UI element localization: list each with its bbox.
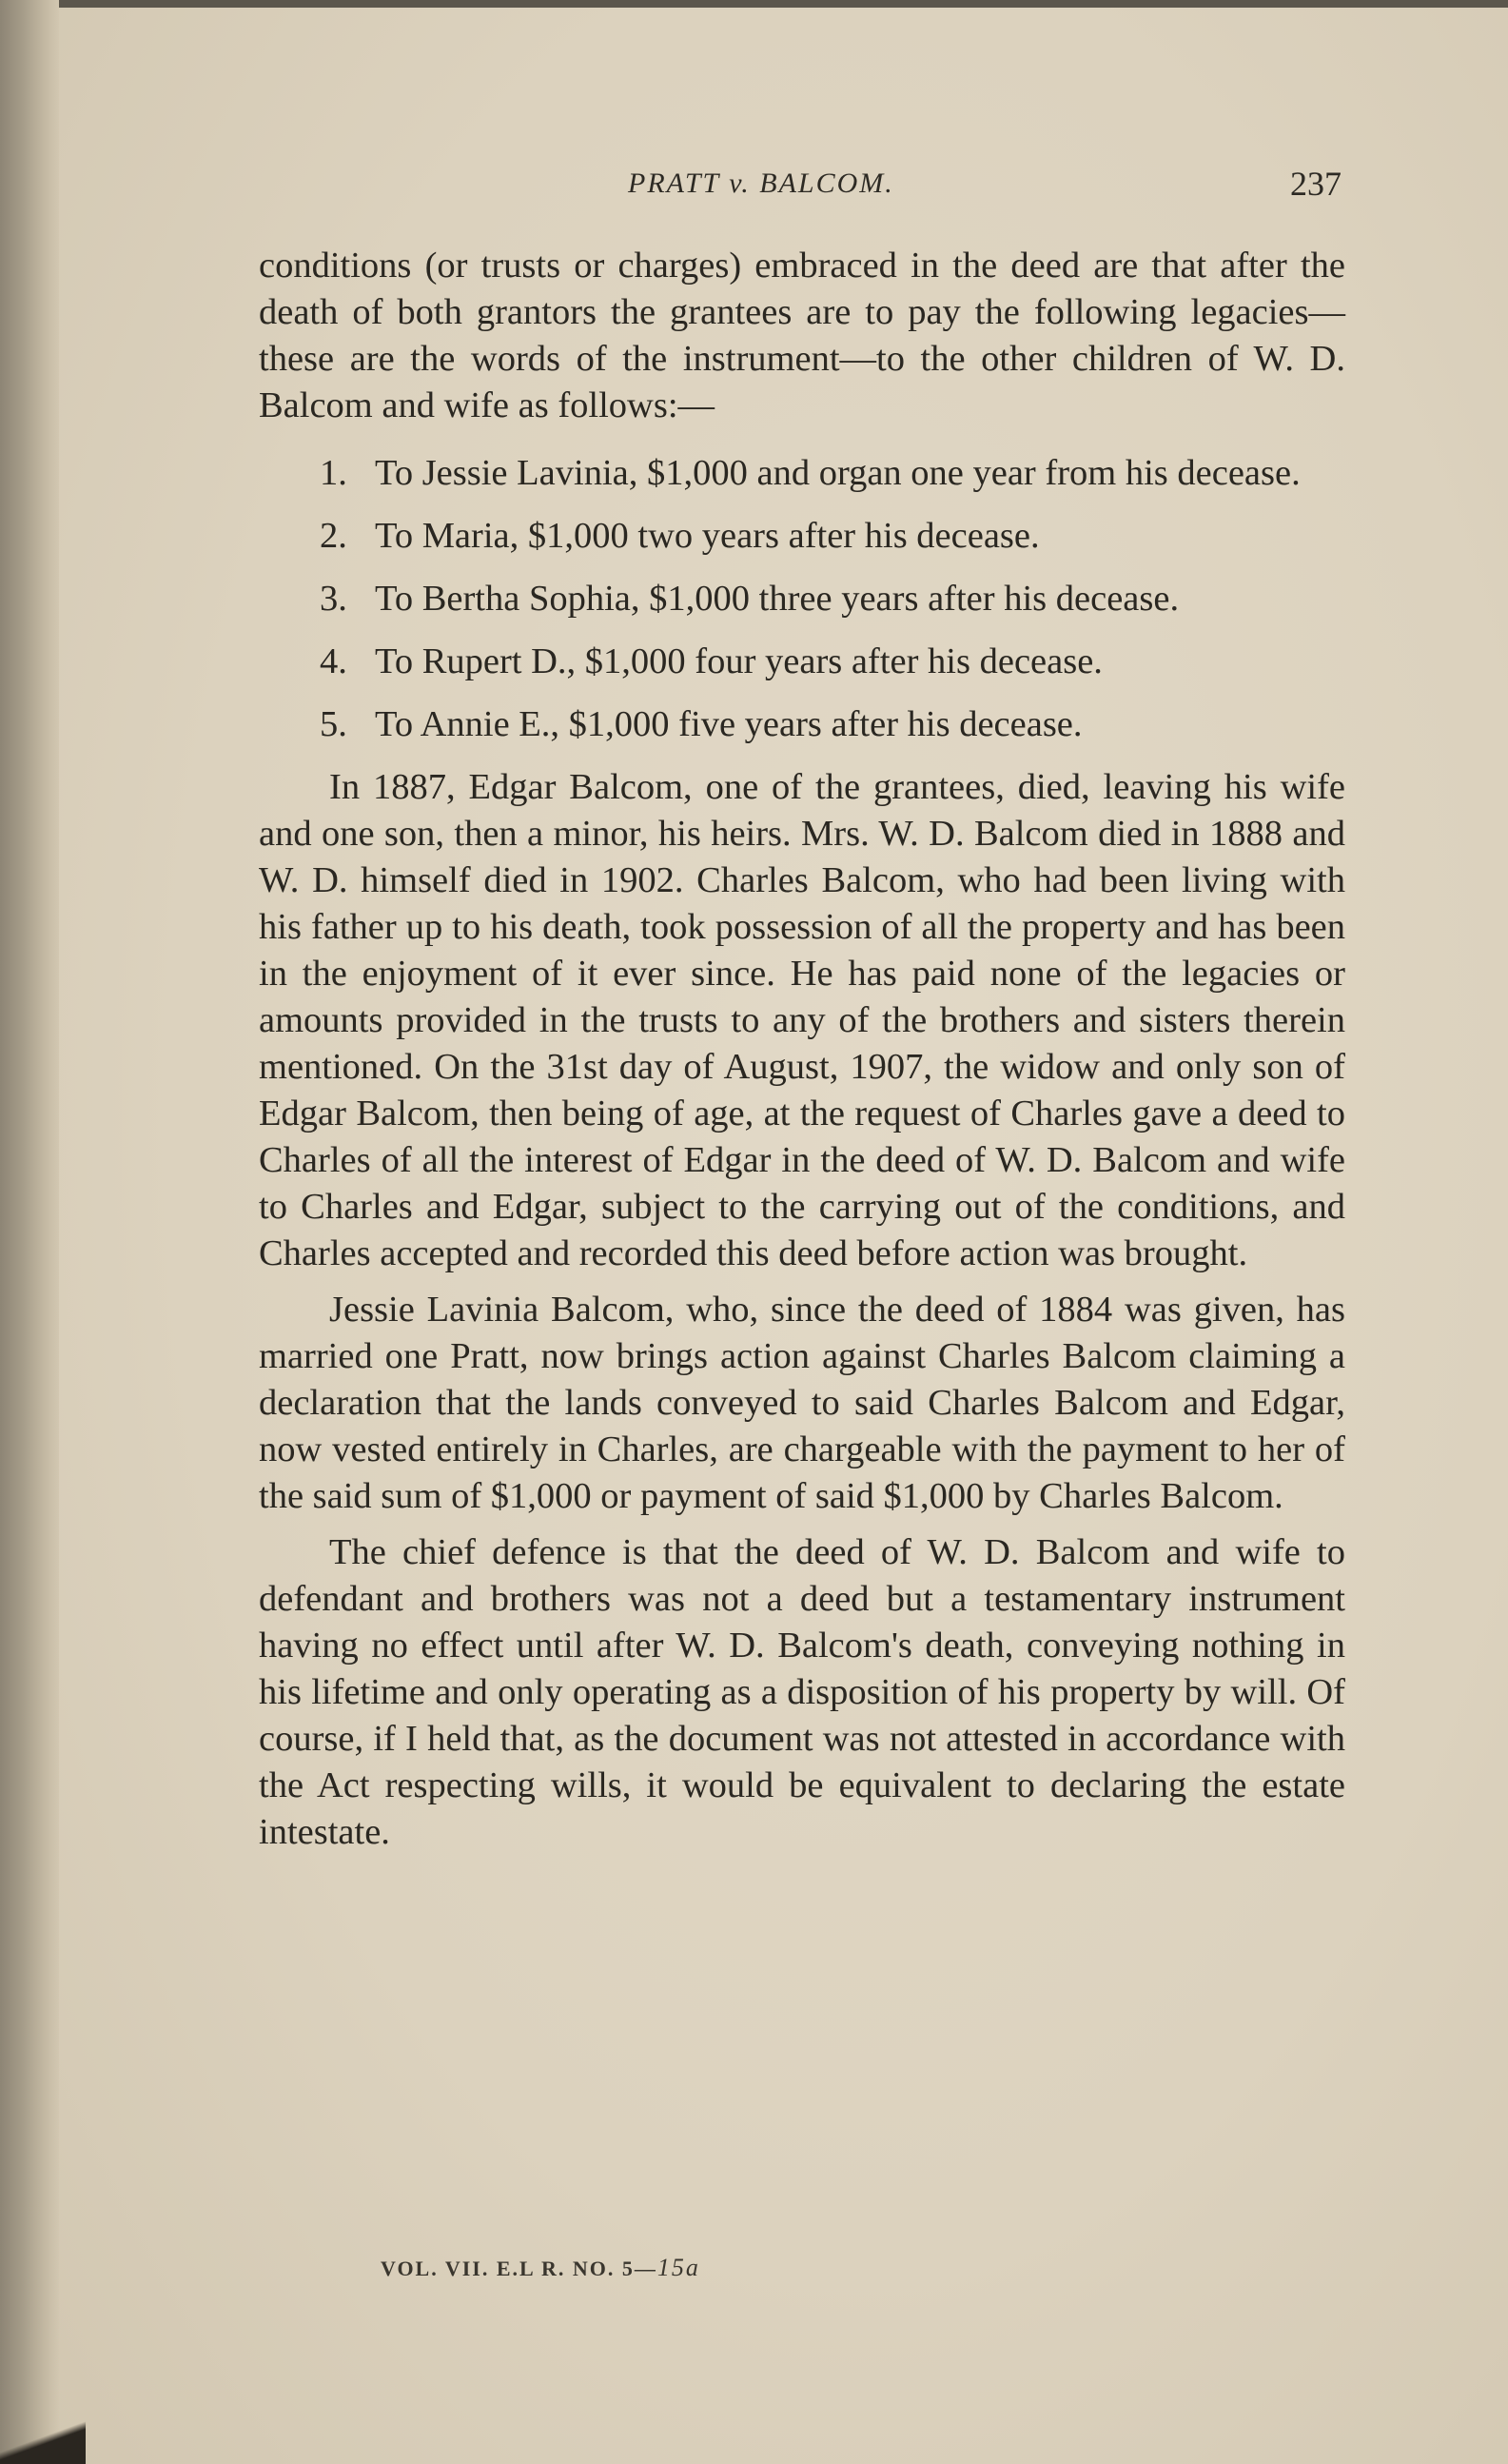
signature-text: VOL. VII. E.L R. NO. 5—: [381, 2257, 657, 2280]
legacy-number: 4.: [320, 641, 347, 681]
legacy-text: To Bertha Sophia, $1,000 three years after his decease.: [375, 579, 1180, 619]
book-binding-edge: [0, 0, 59, 2464]
scan-corner-shadow: [0, 2417, 86, 2464]
page-number: 237: [1290, 165, 1342, 203]
legacy-item: [259, 576, 1345, 622]
legacy-list: [259, 450, 1345, 748]
legacy-item: [259, 701, 1345, 748]
legacy-text: To Annie E., $1,000 five years after his decease.: [375, 704, 1083, 744]
body-paragraph: Jessie Lavinia Balcom, who, since the deed of 1884 was given, has married one Pratt, now brings action against Charles Balcom claiming a declaration that the lands conveyed to said Charles Balcom and Edgar, now vested entirely in Charles, are chargeable with the payment to her of the said sum of $1,000 or payment of said $1,000 by Charles Balcom.: [259, 1290, 1345, 1516]
legacy-item: [259, 450, 1345, 497]
printer-signature: [381, 2254, 700, 2282]
legacy-text: To Jessie Lavinia, $1,000 and organ one year from his decease.: [375, 453, 1301, 493]
signature-suffix: 15a: [656, 2254, 700, 2281]
scan-edge-top: [0, 0, 1508, 8]
legacy-number: 5.: [320, 704, 347, 744]
legacy-number: 1.: [320, 453, 347, 493]
legacy-text: To Rupert D., $1,000 four years after his decease.: [375, 641, 1103, 681]
legacy-item: [259, 639, 1345, 685]
legacy-number: 3.: [320, 579, 347, 619]
body-paragraph: In 1887, Edgar Balcom, one of the grantees, died, leaving his wife and one son, then a minor, his heirs. Mrs. W. D. Balcom died in 1888 and W. D. himself died in 1902. Charles Balcom, who had been living with his father up to his death, took possession of all the property and has been in the enjoyment of it ever since. He has paid none of the legacies or amounts provided in the trusts to any of the brothers and sisters therein mentioned. On the 31st day of August, 1907, the widow and only son of Edgar Balcom, then being of age, at the request of Charles gave a deed to Charles of all the interest of Edgar in the deed of W. D. Balcom and wife to Charles and Edgar, subject to the carrying out of the conditions, and Charles accepted and recorded this deed before action was brought.: [259, 767, 1345, 1273]
page-header: [571, 158, 1342, 215]
intro-paragraph: conditions (or trusts or charges) embraced in the deed are that after the death of both grantors the grantees are to pay the following legacies—these are the words of the instrument—to the other children of W. D. Balcom and wife as follows:—: [259, 246, 1345, 425]
page-body: [259, 243, 1345, 1856]
legacy-number: 2.: [320, 516, 347, 556]
legacy-text: To Maria, $1,000 two years after his decease.: [375, 516, 1040, 556]
legacy-item: [259, 513, 1345, 560]
body-paragraph: The chief defence is that the deed of W. D. Balcom and wife to defendant and brothers was not a deed but a testamentary instrument having no effect until after W. D. Balcom's death, conveying nothing in his lifetime and only operating as a disposition of his property by will. Of course, if I held that, as the document was not attested in accordance with the Act respecting wills, it would be equivalent to declaring the estate intestate.: [259, 1532, 1345, 1852]
running-title: PRATT v. BALCOM.: [628, 168, 894, 199]
